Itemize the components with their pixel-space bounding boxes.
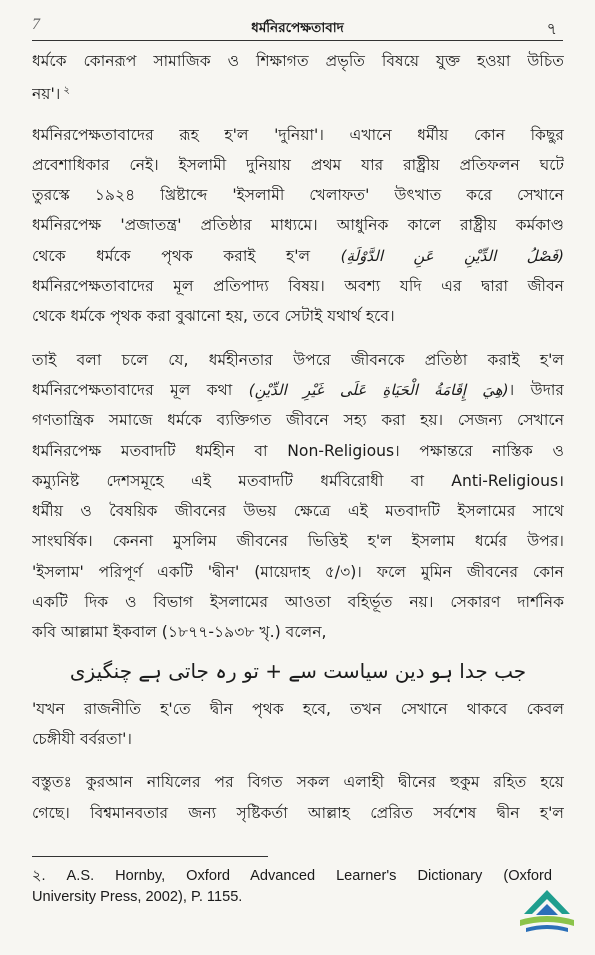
arabic-phrase: (فَصْلُ الدِّيْنِ عَنِ الدَّوْلَةِ): [340, 246, 564, 265]
text-line: ধর্মনিরপেক্ষতাবাদের মূল কথা (هِيَ إِقَامَةُ الْحَيَاةِ عَلَى غَيْرِ الدِّيْنِ)। উদার: [32, 380, 564, 399]
text-line: তুরস্কে ১৯২৪ খ্রিষ্টাব্দে 'ইসলামী খেলাফত' উৎখাত করে সেখানে: [32, 186, 564, 205]
footnote-divider: [32, 856, 268, 857]
text-line: ধর্মনিরপেক্ষতাবাদের রূহ হ'ল 'দুনিয়া'। এখানে ধর্মীয় কোন কিছুর: [32, 125, 564, 144]
text-line: ধর্মনিরপেক্ষ মতবাদটি ধর্মহীন বা Non-Religious। পক্ষান্তরে নাস্তিক ও: [32, 441, 564, 460]
text-line: প্রবেশাধিকার নেই। ইসলামী দুনিয়ায় প্রথম যার রাষ্ট্রীয় প্রতিফলন ঘটে: [32, 155, 564, 174]
text-line: গণতান্ত্রিক সমাজে ধর্মকে ব্যক্তিগত জীবনে সহ্য করা হয়। সেজন্য সেখানে: [32, 411, 564, 430]
text-line: থেকে ধর্মকে পৃথক করাই হ'ল (فَصْلُ الدِّيْنِ عَنِ الدَّوْلَةِ): [32, 246, 564, 265]
text-line: ধর্মীয় ও বৈষয়িক জীবনের উভয় ক্ষেত্রে এই মতবাদটি ইসলামের সাথে: [32, 502, 564, 521]
page-number-right: ৭: [546, 19, 557, 38]
text-line: গেছে। বিশ্বমানবতার জন্য সৃষ্টিকর্তা আল্লাহ প্রেরিত সর্বশেষ দ্বীন হ'ল: [32, 803, 564, 822]
text-line: 'যখন রাজনীতি হ'তে দ্বীন পৃথক হবে, তখন সেখানে থাকবে কেবল: [32, 699, 564, 718]
text-line: ধর্মনিরপেক্ষ 'প্রজাতন্ত্র' প্রতিষ্ঠার মাধ্যমে। আধুনিক কালে রাষ্ট্রীয় কর্মকাণ্ড: [32, 216, 564, 235]
urdu-couplet: جب جدا ہو دین سیاست سے + تو رہ جاتی ہے چنگیزی: [69, 658, 527, 683]
running-title: ধর্মনিরপেক্ষতাবাদ: [251, 20, 344, 36]
text-line: থেকে ধর্মকে পৃথক করা বুঝানো হয়, তবে সেটাই যথার্থ হবে।: [32, 307, 395, 326]
page-number-left: 7: [32, 16, 40, 33]
publisher-logo-icon: [512, 884, 582, 940]
arabic-phrase: (هِيَ إِقَامَةُ الْحَيَاةِ عَلَى غَيْرِ الدِّيْنِ): [248, 380, 509, 399]
footnote-line: University Press, 2002), P. 1155.: [32, 889, 243, 905]
body-text: [32, 46, 564, 828]
text-line: নয়'। $^২$: [32, 85, 70, 104]
footnote: [32, 866, 552, 908]
text-line: একটি দিক ও বিভাগ ইসলামের আওতা বহির্ভূত নয়। সেকারণ দার্শনিক: [32, 593, 564, 612]
text-line: চেঙ্গীযী বর্বরতা'।: [32, 729, 132, 748]
text-line: কবি আল্লামা ইকবাল (১৮৭৭-১৯৩৮ খৃ.) বলেন,: [32, 623, 327, 642]
footnote-line: ২. A.S. Hornby, Oxford Advanced Learner's Dictionary (Oxford: [32, 868, 552, 884]
text-line: সাংঘর্ষিক। কেননা মুসলিম জীবনের ভিত্তিই হ'ল ইসলাম ধর্মের উপর।: [32, 532, 564, 551]
footnote-mark: ২: [63, 85, 70, 97]
text-line: তাই বলা চলে যে, ধর্মহীনতার উপরে জীবনকে প্রতিষ্ঠা করাই হ'ল: [32, 350, 564, 369]
page-header: [32, 14, 563, 41]
text-line: ধর্মনিরপেক্ষতাবাদের মূল প্রতিপাদ্য বিষয়। অবশ্য যদি এর দ্বারা জীবন: [32, 277, 564, 296]
text-line: 'ইসলাম' পরিপূর্ণ একটি 'দ্বীন' (মায়েদাহ ৫/৩)। ফলে মুমিন জীবনের কোন: [32, 562, 564, 581]
text-line: কম্যুনিষ্ট দেশসমূহে এই মতবাদটি ধর্মবিরোধী বা Anti-Religious।: [32, 471, 564, 490]
text-line: বস্তুতঃ কুরআন নাযিলের পর বিগত সকল এলাহী দ্বীনের হুকুম রহিত হয়ে: [32, 773, 564, 792]
text-line: ধর্মকে কোনরূপ সামাজিক ও শিক্ষাগত প্রভৃতি বিষয়ে যুক্ত হওয়া উচিত: [32, 52, 564, 70]
